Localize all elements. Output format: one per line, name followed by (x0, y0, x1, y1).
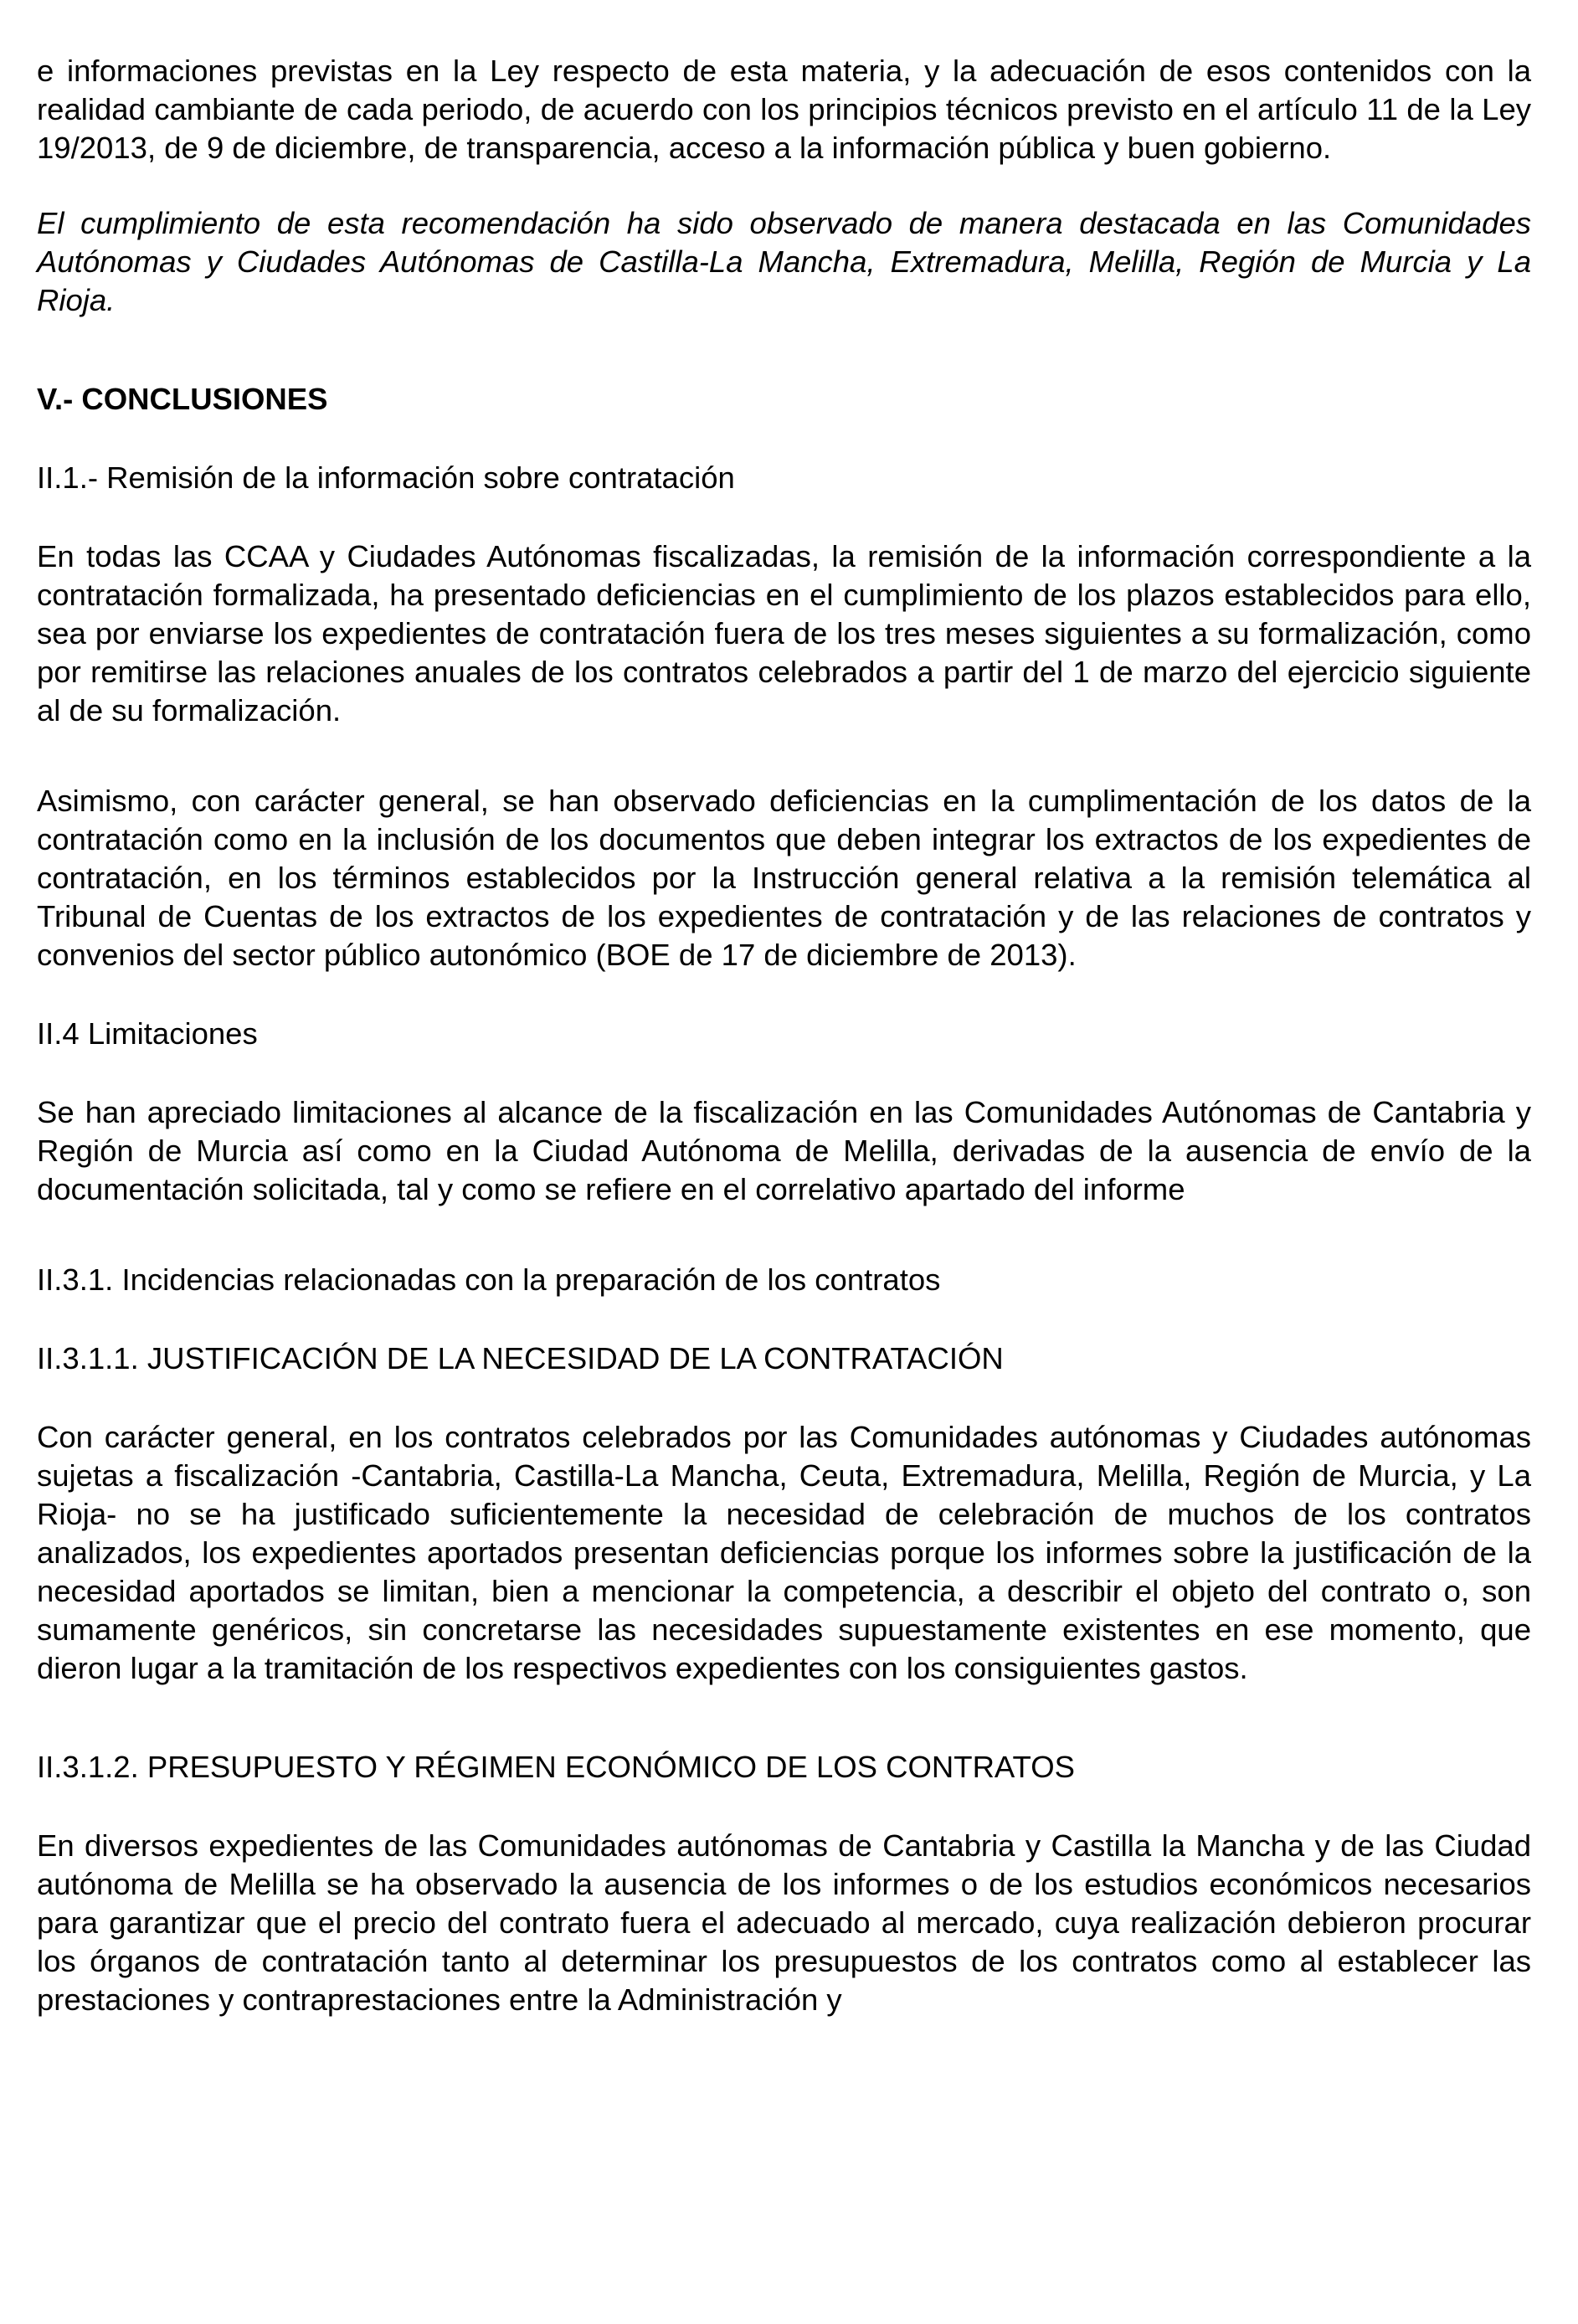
heading-limitaciones: II.4 Limitaciones (37, 1016, 258, 1051)
paragraph-remision-deficiencias: Asimismo, con carácter general, se han observado deficiencias en la cumplimentación de los datos de la contratación como en la inclusión de los documentos que deben integrar los extractos de los expedientes de contratación, en los términos establecidos por la Instrucción general relativa a la remisión telemática al Tribunal de Cuentas de los extractos de los expedientes de contratación y de las relaciones de contratos y convenios del sector público autonómico (BOE de 17 de diciembre de 2013). (37, 784, 1531, 972)
section-title-conclusiones: V.- CONCLUSIONES (37, 382, 328, 416)
paragraph-presupuesto: En diversos expedientes de las Comunidades autónomas de Cantabria y Castilla la Mancha y de las Ciudad autónoma de Melilla se ha observado la ausencia de los informes o de los estudios económicos necesarios para garantizar que el precio del contrato fuera el adecuado al mercado, cuya realización debieron procurar los órganos de contratación tanto al determinar los presupuestos de los contratos como al establecer las prestaciones y contraprestaciones entre la Administración y (37, 1828, 1531, 2017)
document-page (37, 52, 1531, 2019)
paragraph-intro: e informaciones previstas en la Ley respecto de esta materia, y la adecuación de esos contenidos con la realidad cambiante de cada periodo, de acuerdo con los principios técnicos previsto en el artículo 11 de la Ley 19/2013, de 9 de diciembre, de transparencia, acceso a la información pública y buen gobierno. (37, 54, 1531, 165)
paragraph-remision-plazos: En todas las CCAA y Ciudades Autónomas fiscalizadas, la remisión de la información correspondiente a la contratación formalizada, ha presentado deficiencias en el cumplimiento de los plazos establecidos para ello, sea por enviarse los expedientes de contratación fuera de los tres meses siguientes a su formalización, como por remitirse las relaciones anuales de los contratos celebrados a partir del 1 de marzo del ejercicio siguiente al de su formalización. (37, 539, 1531, 728)
heading-remision-informacion: II.1.- Remisión de la información sobre contratación (37, 460, 735, 495)
heading-presupuesto-regimen: II.3.1.2. PRESUPUESTO Y RÉGIMEN ECONÓMICO DE LOS CONTRATOS (37, 1750, 1075, 1784)
heading-justificacion-necesidad: II.3.1.1. JUSTIFICACIÓN DE LA NECESIDAD DE LA CONTRATACIÓN (37, 1341, 1004, 1375)
paragraph-recommendation-compliance: El cumplimiento de esta recomendación ha sido observado de manera destacada en las Comunidades Autónomas y Ciudades Autónomas de Castilla-La Mancha, Extremadura, Melilla, Región de Murcia y La Rioja. (37, 206, 1531, 317)
heading-incidencias-preparacion: II.3.1. Incidencias relacionadas con la preparación de los contratos (37, 1262, 941, 1297)
paragraph-justificacion-necesidad: Con carácter general, en los contratos celebrados por las Comunidades autónomas y Ciudades autónomas sujetas a fiscalización -Cantabria, Castilla-La Mancha, Ceuta, Extremadura, Melilla, Región de Murcia, y La Rioja- no se ha justificado suficientemente la necesidad de celebración de muchos de los contratos analizados, los expedientes aportados presentan deficiencias porque los informes sobre la justificación de la necesidad aportados se limitan, bien a mencionar la competencia, a describir el objeto del contrato o, son sumamente genéricos, sin concretarse las necesidades supuestamente existentes en ese momento, que dieron lugar a la tramitación de los respectivos expedientes con los consiguientes gastos. (37, 1420, 1531, 1685)
paragraph-limitaciones: Se han apreciado limitaciones al alcance de la fiscalización en las Comunidades Autónomas de Cantabria y Región de Murcia así como en la Ciudad Autónoma de Melilla, derivadas de la ausencia de envío de la documentación solicitada, tal y como se refiere en el correlativo apartado del informe (37, 1095, 1531, 1206)
